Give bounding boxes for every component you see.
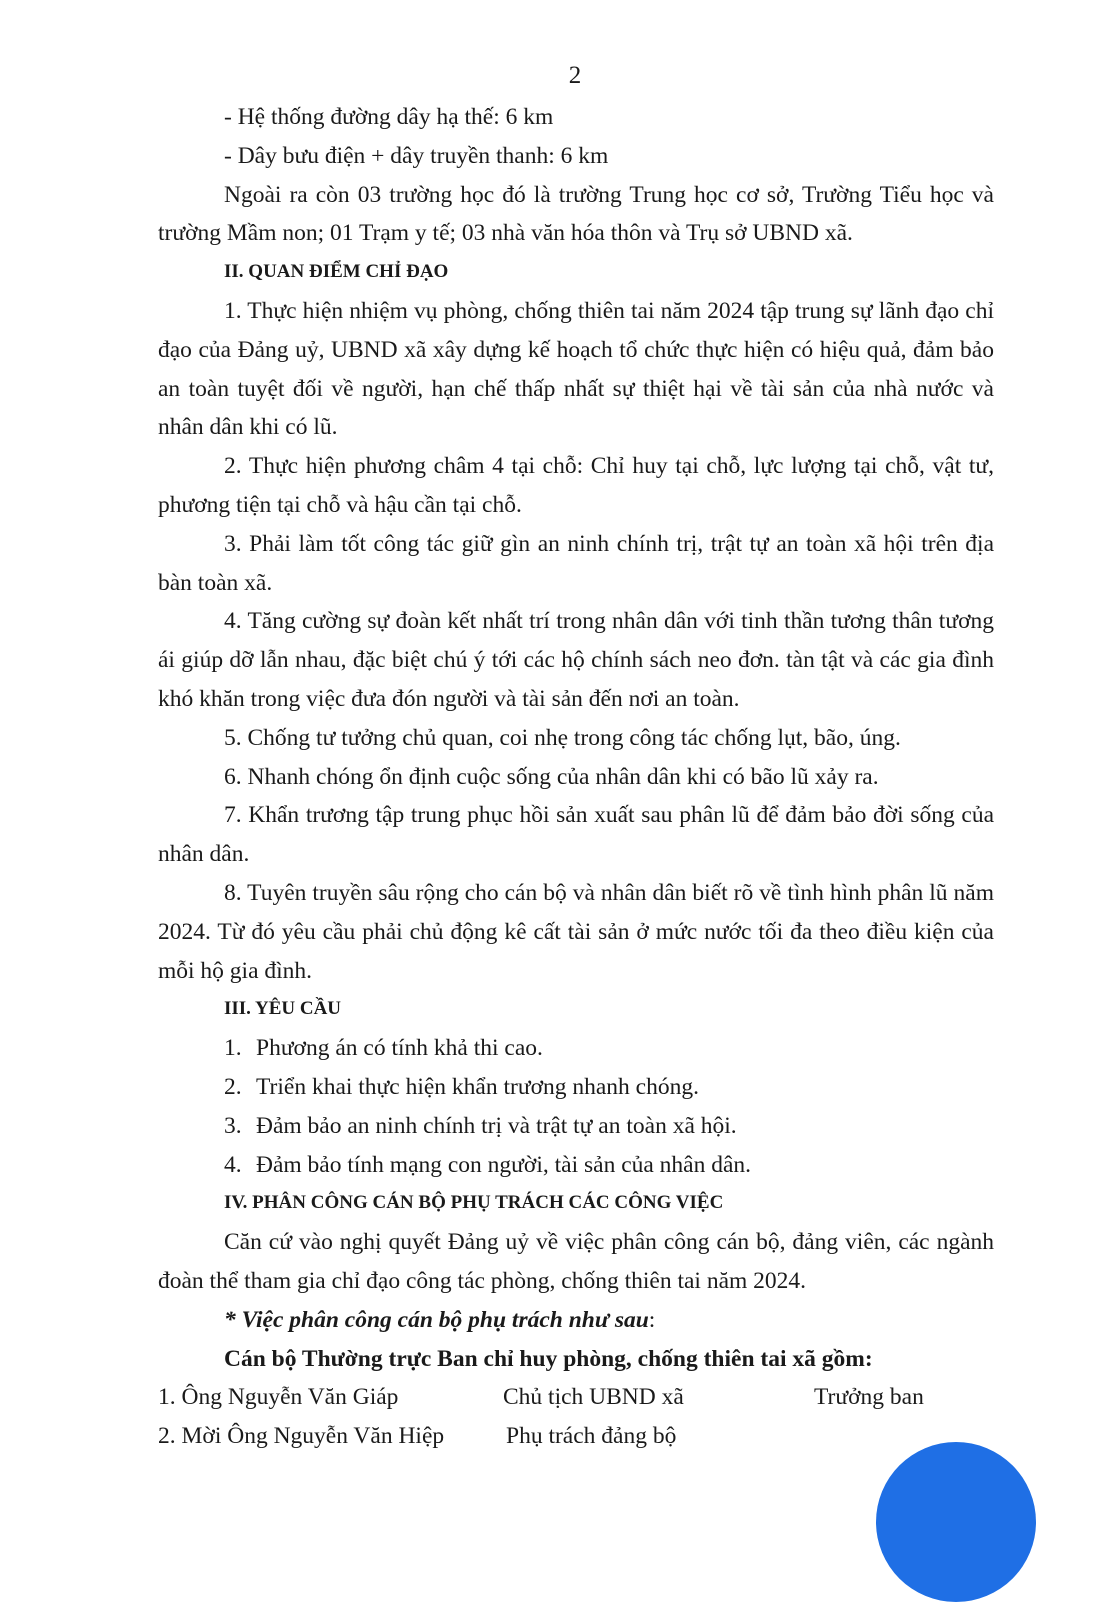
requirement-item <box>158 1029 994 1068</box>
staff-title: Trưởng ban <box>814 1384 924 1411</box>
requirement-text: Đảm bảo an ninh chính trị và trật tự an toàn xã hội. <box>256 1112 737 1139</box>
requirement-number: 2. <box>224 1073 242 1100</box>
section-3-heading: III. YÊU CẦU <box>224 998 342 1020</box>
intro-line-post-broadcast: - Dây bưu điện + dây truyền thanh: 6 km <box>224 142 609 169</box>
intro-paragraph: Ngoài ra còn 03 trường học đó là trường Trung học cơ sở, Trường Tiểu học và trường Mầm non; 01 Trạm y tế; 03 nhà văn hóa thôn và Trụ sở UBND xã. <box>158 181 994 247</box>
section-2-item: 1. Thực hiện nhiệm vụ phòng, chống thiên tai năm 2024 tập trung sự lãnh đạo chỉ đạo của Đảng uỷ, UBND xã xây dựng kế hoạch tổ chức thực hiện có hiệu quả, đảm bảo an toàn tuyệt đối về người, hạn chế thấp nhất sự thiệt hại về tài sản của nhà nước và nhân dân khi có lũ. <box>158 297 994 441</box>
section-2-heading: II. QUAN ĐIỂM CHỈ ĐẠO <box>224 261 449 283</box>
staff-row <box>158 1378 994 1417</box>
section-2-item: 4. Tăng cường sự đoàn kết nhất trí trong nhân dân với tinh thần tương thân tương ái giúp dỡ lẫn nhau, đặc biệt chú ý tới các hộ chính sách neo đơn. tàn tật và các gia đình khó khăn trong việc đưa đón người và tài sản đến nơi an toàn. <box>158 608 994 712</box>
requirement-text: Triển khai thực hiện khẩn trương nhanh chóng. <box>256 1073 699 1100</box>
section-2-item: 2. Thực hiện phương châm 4 tại chỗ: Chỉ huy tại chỗ, lực lượng tại chỗ, vật tư, phương tiện tại chỗ và hậu cần tại chỗ. <box>158 453 994 518</box>
floating-action-button[interactable] <box>876 1442 1036 1602</box>
requirement-number: 1. <box>224 1035 242 1062</box>
section-2-item: 5. Chống tư tưởng chủ quan, coi nhẹ trong công tác chống lụt, bão, úng. <box>224 724 901 751</box>
section-2-item: 7. Khẩn trương tập trung phục hồi sản xuất sau phân lũ để đảm bảo đời sống của nhân dân. <box>158 802 994 868</box>
requirement-number: 4. <box>224 1151 242 1178</box>
section-2-item: 3. Phải làm tốt công tác giữ gìn an ninh chính trị, trật tự an toàn xã hội trên địa bàn toàn xã. <box>158 530 994 596</box>
assignment-label <box>158 1301 994 1340</box>
assignment-label-text: * Việc phân công cán bộ phụ trách như sau <box>224 1306 649 1333</box>
staff-role: Chủ tịch UBND xã <box>503 1384 684 1411</box>
section-2-item: 6. Nhanh chóng ổn định cuộc sống của nhân dân khi có bão lũ xảy ra. <box>224 763 879 790</box>
section-2-item: 8. Tuyên truyền sâu rộng cho cán bộ và nhân dân biết rõ về tình hình phân lũ năm 2024. Từ đó yêu cầu phải chủ động kê cất tài sản ở mức nước tối đa theo điều kiện của mỗi hộ gia đình. <box>158 879 994 984</box>
document-body <box>158 98 994 1456</box>
requirement-item <box>158 1107 994 1146</box>
staff-row <box>158 1417 994 1456</box>
requirement-text: Phương án có tính khả thi cao. <box>256 1035 543 1062</box>
requirement-text: Đảm bảo tính mạng con người, tài sản của nhân dân. <box>256 1151 752 1178</box>
intro-line-low-voltage: - Hệ thống đường dây hạ thế: 6 km <box>224 104 554 130</box>
section-4-paragraph: Căn cứ vào nghị quyết Đảng uỷ về việc phân công cán bộ, đảng viên, các ngành đoàn thể tham gia chỉ đạo công tác phòng, chống thiên tai năm 2024. <box>158 1229 994 1294</box>
requirement-number: 3. <box>224 1112 242 1139</box>
staff-name: 1. Ông Nguyễn Văn Giáp <box>158 1384 399 1411</box>
requirement-item <box>158 1146 994 1185</box>
section-4-heading: IV. PHÂN CÔNG CÁN BỘ PHỤ TRÁCH CÁC CÔNG VIỆC <box>224 1192 724 1214</box>
page-number: 2 <box>568 62 582 89</box>
committee-title: Cán bộ Thường trực Ban chỉ huy phòng, chống thiên tai xã gồm: <box>224 1345 873 1372</box>
assignment-label-colon: : <box>648 1306 656 1333</box>
requirement-item <box>158 1068 994 1107</box>
staff-role: Phụ trách đảng bộ <box>506 1423 677 1450</box>
staff-name: 2. Mời Ông Nguyễn Văn Hiệp <box>158 1423 445 1450</box>
